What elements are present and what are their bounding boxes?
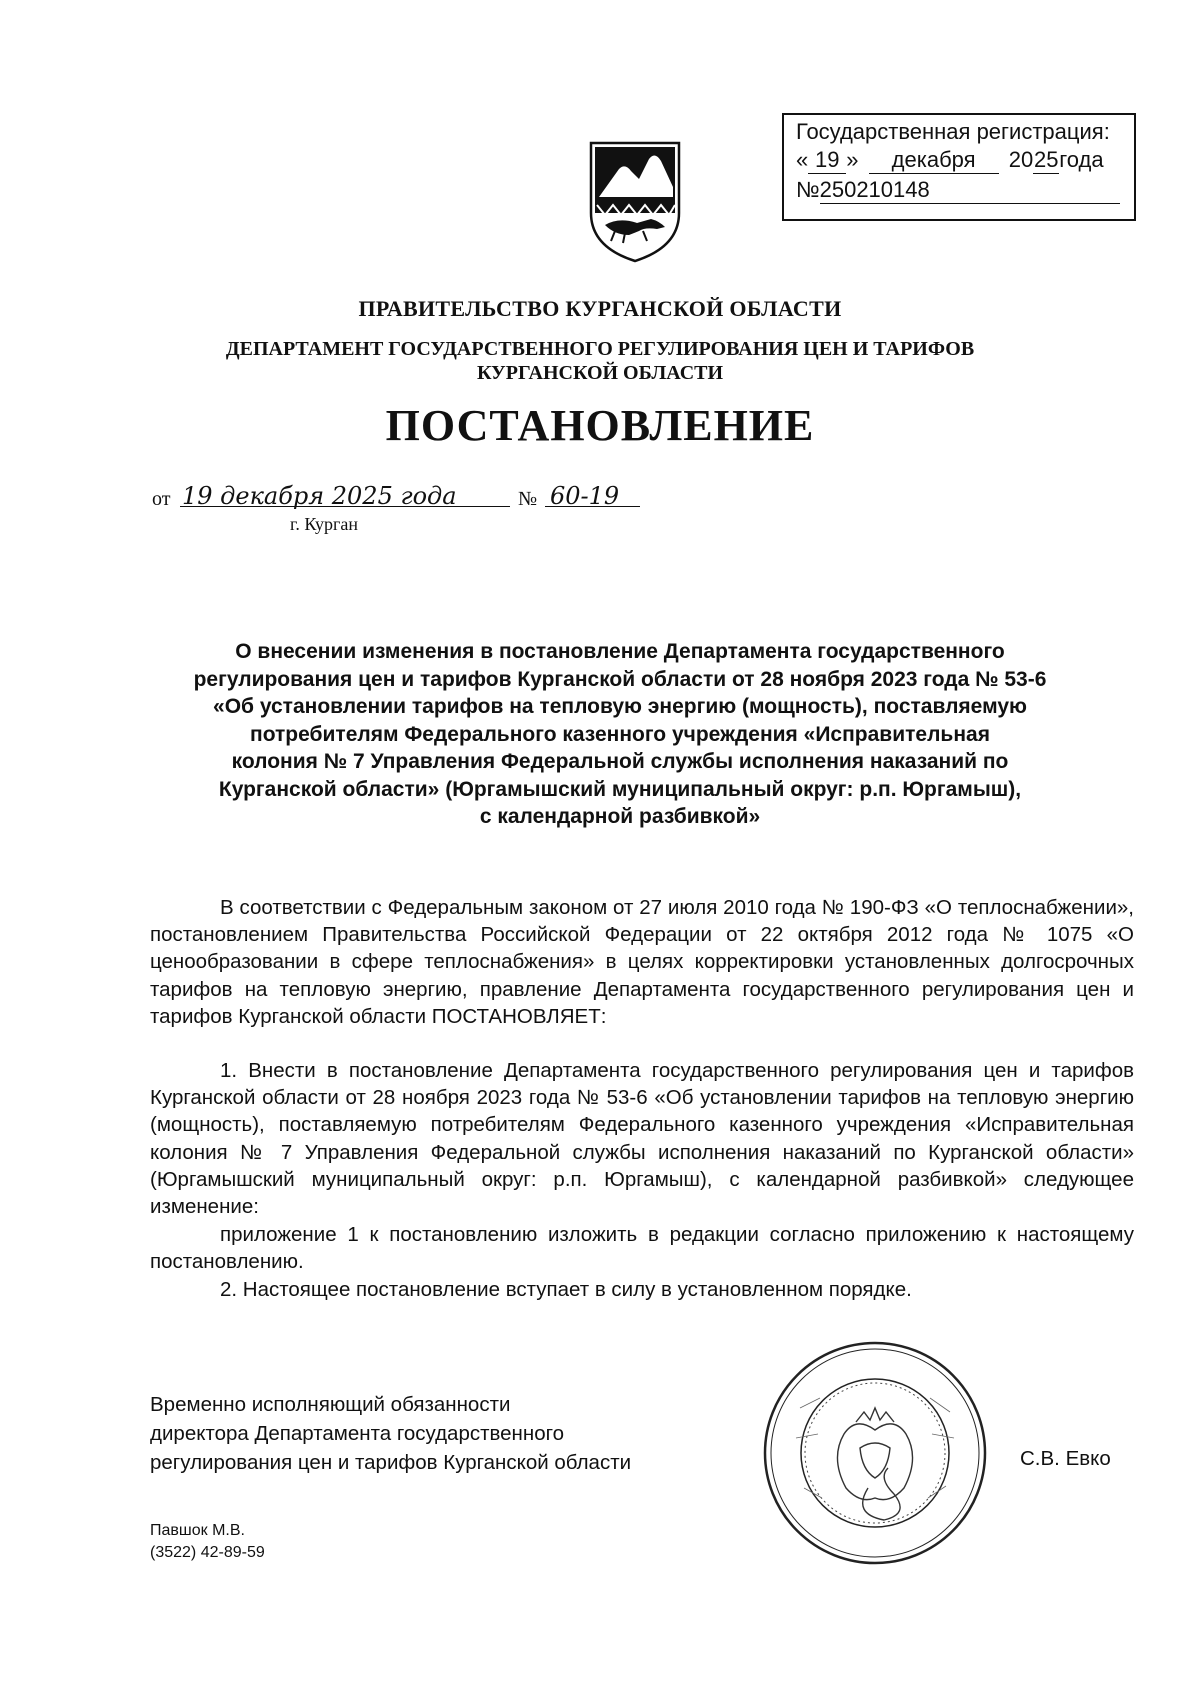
registration-date: « 19 » декабря 2025года bbox=[796, 147, 1104, 172]
subject-line: «Об установлении тарифов на тепловую энергию (мощность), поставляемую bbox=[213, 695, 1027, 718]
item-1-paragraph: 1. Внести в постановление Департамента государственного регулирования цен и тарифов Курганской области от 28 ноября 2023 года № 53-6 «Об установлении тарифов на тепловую энергию (мощность), поставляемую потребителям Федерального казенного учреждения «Исправительная колония № 7 Управления Федеральной службы исполнения наказаний по Курганской области» (Юргамышский муниципальный округ: р.п. Юргамыш), с календарной разбивкой» следующее изменение: bbox=[150, 1059, 1134, 1219]
contact-name: Павшок М.В. bbox=[150, 1522, 245, 1539]
dateline-from-label: от bbox=[152, 488, 171, 510]
subject-line: Курганской области» (Юргамышский муниципальный округ: р.п. Юргамыш), bbox=[218, 777, 1022, 801]
item-2-paragraph: 2. Настоящее постановление вступает в силу в установленном порядке. bbox=[220, 1278, 912, 1301]
subject-line: с календарной разбивкой» bbox=[479, 805, 761, 828]
subject-line: О внесении изменения в постановление Департамента государственного bbox=[235, 640, 1005, 663]
dateline-number-label: № bbox=[518, 488, 538, 510]
item-1-amendment-paragraph: приложение 1 к постановлению изложить в редакции согласно приложению к настоящему постановлению. bbox=[150, 1223, 1134, 1274]
dateline-date: 19 декабря 2025 года bbox=[182, 482, 457, 510]
signer-name: С.В. Евко bbox=[1020, 1447, 1111, 1470]
registration-stamp bbox=[782, 113, 1136, 221]
signatory-position: Временно исполняющий обязанности директора Департамента государственного регулирования цен и тарифов Курганской области bbox=[150, 1393, 632, 1474]
subject-line: потребителям Федерального казенного учреждения «Исправительная bbox=[250, 722, 990, 746]
registration-title: Государственная регистрация: bbox=[796, 119, 1110, 144]
subject-line: колония № 7 Управления Федеральной службы исполнения наказаний по bbox=[231, 750, 1009, 773]
coat-of-arms-emblem bbox=[585, 135, 685, 265]
registration-month: декабря bbox=[869, 147, 999, 174]
contact-phone: (3522) 42-89-59 bbox=[150, 1544, 265, 1561]
government-title: ПРАВИТЕЛЬСТВО КУРГАНСКОЙ ОБЛАСТИ bbox=[358, 296, 842, 321]
registration-day: 19 bbox=[808, 147, 846, 174]
contact-info bbox=[150, 1520, 265, 1564]
department-title: ДЕПАРТАМЕНТ ГОСУДАРСТВЕННОГО РЕГУЛИРОВАНИЯ ЦЕН И ТАРИФОВ bbox=[225, 338, 975, 360]
official-seal bbox=[760, 1338, 990, 1568]
document-subject bbox=[170, 638, 1070, 831]
document-type-title: ПОСТАНОВЛЕНИЕ bbox=[385, 401, 815, 450]
preamble-paragraph: В соответствии с Федеральным законом от 27 июля 2010 года № 190-ФЗ «О теплоснабжении», постановлением Правительства Российской Федерации от 22 октября 2012 года № 1075 «О ценообразовании в сфере теплоснабжения» в целях корректировки установленных долгосрочных тарифов на тепловую энергию, правление Департамента государственного регулирования цен и тарифов Курганской области ПОСТАНОВЛЯЕТ: bbox=[150, 896, 1134, 1028]
subject-line: регулирования цен и тарифов Курганской области от 28 ноября 2023 года № 53-6 bbox=[193, 667, 1047, 691]
dateline-city: г. Курган bbox=[290, 514, 359, 534]
registration-number-row: №250210148 bbox=[796, 177, 1120, 204]
dateline-number: 60-19 bbox=[550, 482, 620, 510]
registration-year: 25 bbox=[1033, 147, 1059, 172]
department-title-region: КУРГАНСКОЙ ОБЛАСТИ bbox=[476, 362, 724, 384]
registration-number: 250210148 bbox=[820, 177, 1120, 204]
